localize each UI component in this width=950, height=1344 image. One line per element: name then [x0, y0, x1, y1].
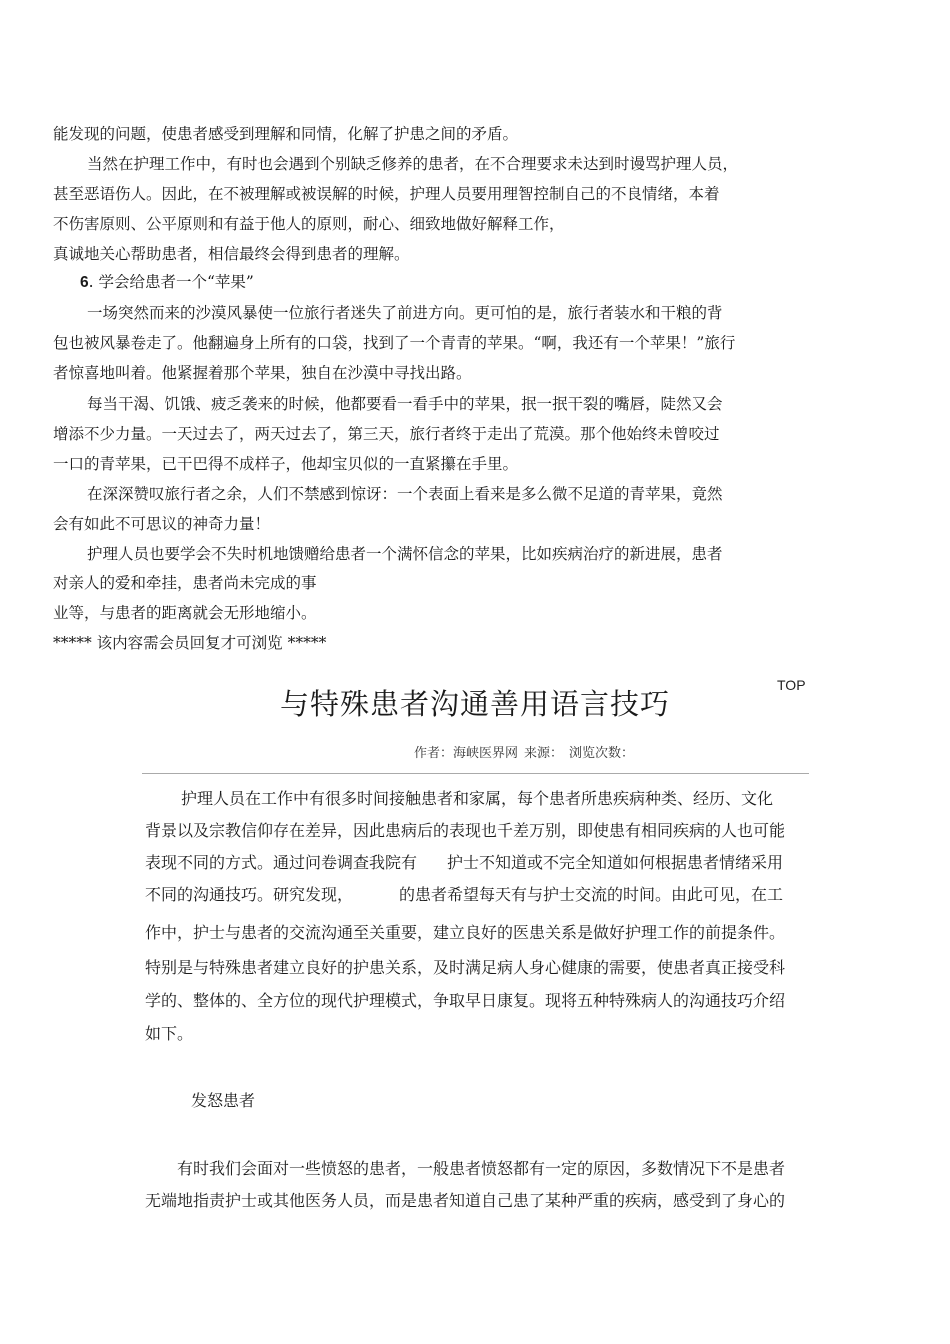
- back-to-top-link[interactable]: TOP: [777, 677, 806, 693]
- paragraph-line: [145, 852, 783, 874]
- paragraph-line: 增添不少力量。一天过去了，两天过去了，第三天，旅行者终于走出了荒漠。那个他始终未曾咬过: [53, 425, 720, 443]
- paragraph-line: 对亲人的爱和牵挂，患者尚未完成的事: [53, 574, 317, 592]
- paragraph-line: 背景以及宗教信仰存在差异，因此患病后的表现也千差万别，即使患有相同疾病的人也可能: [145, 821, 786, 840]
- paragraph-line: 如下。: [145, 1024, 194, 1043]
- paragraph-line: 特别是与特殊患者建立良好的护患关系，及时满足病人身心健康的需要，使患者真正接受科: [145, 958, 786, 977]
- section-heading: [80, 272, 254, 293]
- paragraph-line: 真诚地关心帮助患者，相信最终会得到患者的理解。: [53, 245, 410, 263]
- paragraph-line: 当然在护理工作中，有时也会遇到个别缺乏修养的患者，在不合理要求未达到时谩骂护理人员，: [87, 155, 739, 173]
- subheading: 发怒患者: [191, 1091, 256, 1110]
- paragraph-line: 甚至恶语伤人。因此，在不被理解或被误解的时候，护理人员要用理智控制自己的不良情绪，本着: [53, 185, 720, 203]
- paragraph-line: 无端地指责护士或其他医务人员，而是患者知道自己患了某种严重的疾病，感受到了身心的: [145, 1191, 786, 1210]
- article-title: 与特殊患者沟通善用语言技巧: [279, 687, 670, 721]
- article-meta: [414, 745, 640, 763]
- paragraph-line: 包也被风暴卷走了。他翻遍身上所有的口袋，找到了一个青青的苹果。“啊，我还有一个苹果！”旅行: [53, 334, 736, 352]
- paragraph-line: 一口的青苹果，已干巴得不成样子，他却宝贝似的一直紧攥在手里。: [53, 455, 519, 473]
- article-views: 浏览次数：: [569, 746, 635, 761]
- article-author: 作者：海峡医界网: [414, 746, 519, 761]
- text-fragment: 表现不同的方式。通过问卷调查我院有: [145, 853, 418, 872]
- paragraph-line: 一场突然而来的沙漠风暴使一位旅行者迷失了前进方向。更可怕的是，旅行者装水和干粮的背: [87, 304, 723, 322]
- paragraph-line: 会有如此不可思议的神奇力量！: [53, 515, 271, 533]
- paragraph-line: [145, 884, 783, 906]
- member-notice: ***** 该内容需会员回复才可浏览 *****: [53, 634, 327, 652]
- paragraph-line: 在深深赞叹旅行者之余，人们不禁感到惊讶：一个表面上看来是多么微不足道的青苹果，竟然: [87, 485, 723, 503]
- text-fragment: 的患者希望每天有与护士交流的时间。由此可见，在工: [399, 885, 784, 904]
- paragraph-line: 者惊喜地叫着。他紧握着那个苹果，独自在沙漠中寻找出路。: [53, 364, 472, 382]
- section-heading-text: . 学会给患者一个“苹果”: [88, 273, 254, 291]
- paragraph-line: 每当干渴、饥饿、疲乏袭来的时候，他都要看一看手中的苹果，抿一抿干裂的嘴唇，陡然又会: [87, 395, 723, 413]
- paragraph-line: 作中，护士与患者的交流沟通至关重要，建立良好的医患关系是做好护理工作的前提条件。: [145, 923, 786, 942]
- paragraph-line: 护理人员也要学会不失时机地馈赠给患者一个满怀信念的苹果，比如疾病治疗的新进展，患者: [87, 545, 723, 563]
- text-fragment: 护士不知道或不完全知道如何根据患者情绪采用: [447, 853, 784, 872]
- paragraph-line: 不伤害原则、公平原则和有益于他人的原则，耐心、细致地做好解释工作，: [53, 215, 565, 233]
- divider: [142, 773, 809, 774]
- paragraph-line: 护理人员在工作中有很多时间接触患者和家属，每个患者所患疾病种类、经历、文化: [181, 789, 774, 808]
- paragraph-line: 能发现的问题，使患者感受到理解和同情，化解了护患之间的矛盾。: [53, 125, 519, 143]
- text-fragment: 不同的沟通技巧。研究发现，: [145, 885, 354, 904]
- section-number: 6: [80, 274, 89, 291]
- paragraph-line: 有时我们会面对一些愤怒的患者，一般患者愤怒都有一定的原因，多数情况下不是患者: [177, 1159, 786, 1178]
- paragraph-line: 学的、整体的、全方位的现代护理模式，争取早日康复。现将五种特殊病人的沟通技巧介绍: [145, 991, 786, 1010]
- article-source: 来源：: [524, 746, 564, 761]
- paragraph-line: 业等，与患者的距离就会无形地缩小。: [53, 604, 317, 622]
